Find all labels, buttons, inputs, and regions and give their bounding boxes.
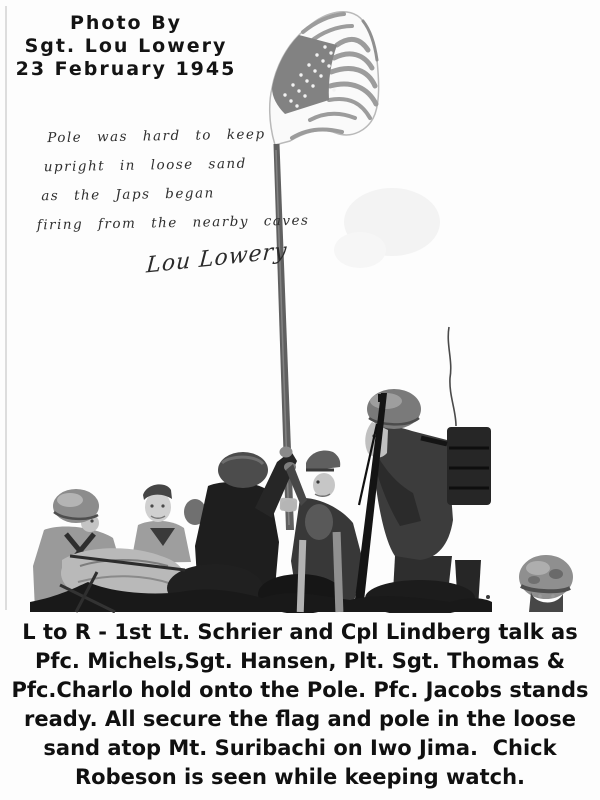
signature: Lou Lowery	[145, 238, 289, 279]
credit-line-1: Photo By	[69, 12, 183, 34]
caption-line-4: ready. All secure the flag and pole in the loose	[24, 707, 576, 731]
credit-line-3: 23 February 1945	[15, 58, 237, 80]
note-line-2: upright in loose sand	[43, 155, 247, 176]
caption-line-2: Pfc. Michels,Sgt. Hansen, Plt. Sgt. Thomas &	[34, 649, 566, 673]
hand-on-pole	[280, 447, 293, 458]
caption-line-5: sand atop Mt. Suribachi on Iwo Jima. Chick	[43, 736, 557, 760]
caption-line-3: Pfc.Charlo hold onto the Pole. Pfc. Jacobs stands	[11, 678, 589, 702]
caption-line-1: L to R - 1st Lt. Schrier and Cpl Lindberg talk as	[22, 620, 578, 644]
marine-keeping-watch	[519, 555, 573, 612]
note-line-3: as the Japs began	[41, 185, 215, 205]
caption-line-6: Robeson is seen while keeping watch.	[74, 765, 525, 789]
radio-backpack	[447, 427, 491, 505]
radio-antenna	[448, 327, 456, 426]
credit-line-2: Sgt. Lou Lowery	[24, 35, 228, 57]
photo-speck	[486, 595, 490, 599]
note-line-1: Pole was hard to keep	[47, 126, 266, 147]
marine-radioman	[355, 327, 491, 611]
hand-on-pole	[281, 500, 297, 512]
handwritten-note	[35, 120, 310, 241]
photo-credit-label	[0, 12, 252, 81]
photo-caption	[0, 618, 600, 792]
note-line-4: firing from the nearby caves	[36, 212, 310, 234]
